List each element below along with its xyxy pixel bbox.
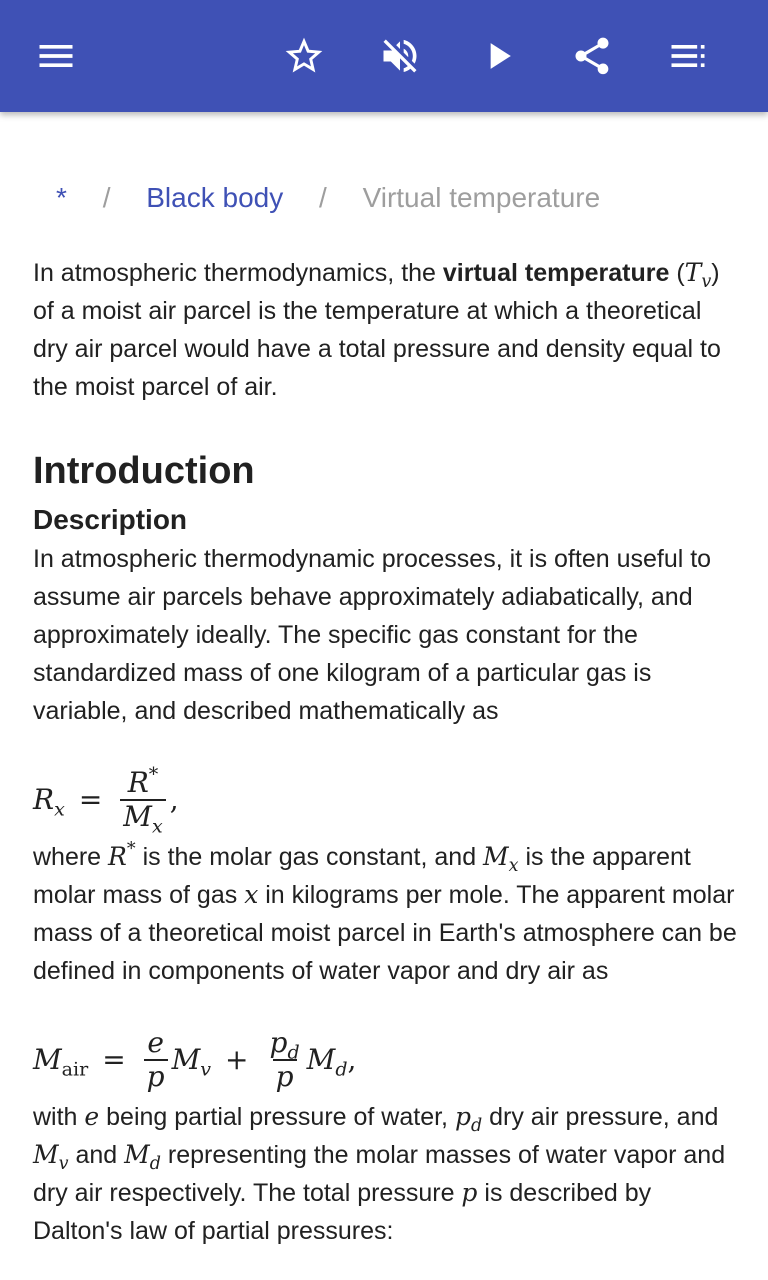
play-icon <box>476 34 520 78</box>
breadcrumb-home-link[interactable]: * <box>56 182 67 213</box>
star-icon <box>282 34 326 78</box>
breadcrumb-separator: / <box>102 182 111 213</box>
volume-off-icon <box>378 34 422 78</box>
with-paragraph: with e being partial pressure of water, $p_d$ dry air pressure, and $M_v$ and $M_d$ representing the molar masses of water vapor and dry air respectively. The total pressure p is described by Dalton's law of partial pressures: <box>33 1102 726 1245</box>
section-heading-introduction: Introduction <box>33 450 255 492</box>
bookmark-button[interactable] <box>272 24 336 88</box>
play-button[interactable] <box>466 24 530 88</box>
playlist-icon <box>666 34 710 78</box>
article-body <box>33 254 738 1250</box>
equation-apparent-molar-mass: $M_{air}$ = $\frac{e}{p}$ $M_v$ + $\frac{p_d}{p}$ $M_d$ , <box>33 1026 357 1093</box>
where-paragraph: where R* is the molar gas constant, and $M_x$ is the apparent molar mass of gas x in kilograms per mole. The apparent molar mass of a theoretical moist parcel in Earth's atmosphere can be defined in components of water vapor and dry air as <box>33 839 737 985</box>
intro-paragraph: In atmospheric thermodynamics, the virtual temperature $(T_v)$ of a moist air parcel is the temperature at which a theoretical dry air parcel would have a total pressure and density equal to the moist parcel of air. <box>33 258 721 401</box>
app-toolbar <box>0 0 768 112</box>
contents-button[interactable] <box>656 24 720 88</box>
math-symbol: $T_v$ <box>684 258 712 293</box>
equation-specific-gas-constant: $R_x$ = $\frac{R^*}{M_x}$ , <box>33 763 179 838</box>
breadcrumb-current: Virtual temperature <box>362 182 601 213</box>
description-paragraph: In atmospheric thermodynamic processes, it is often useful to assume air parcels behave approximately adiabatically, and approximately ideally. The specific gas constant for the standardized mass of one kilogram of a particular gas is variable, and described mathematically as <box>33 545 712 725</box>
article-content <box>0 112 768 1280</box>
share-icon <box>570 34 614 78</box>
mute-button[interactable] <box>368 24 432 88</box>
menu-button[interactable] <box>24 24 88 88</box>
share-button[interactable] <box>560 24 624 88</box>
breadcrumb-parent-link[interactable]: Black body <box>146 182 284 213</box>
subsection-heading-description: Description <box>33 504 188 535</box>
menu-icon <box>34 34 78 78</box>
breadcrumb <box>56 178 600 218</box>
term-virtual-temperature: virtual temperature <box>442 259 670 287</box>
breadcrumb-separator: / <box>319 182 327 213</box>
